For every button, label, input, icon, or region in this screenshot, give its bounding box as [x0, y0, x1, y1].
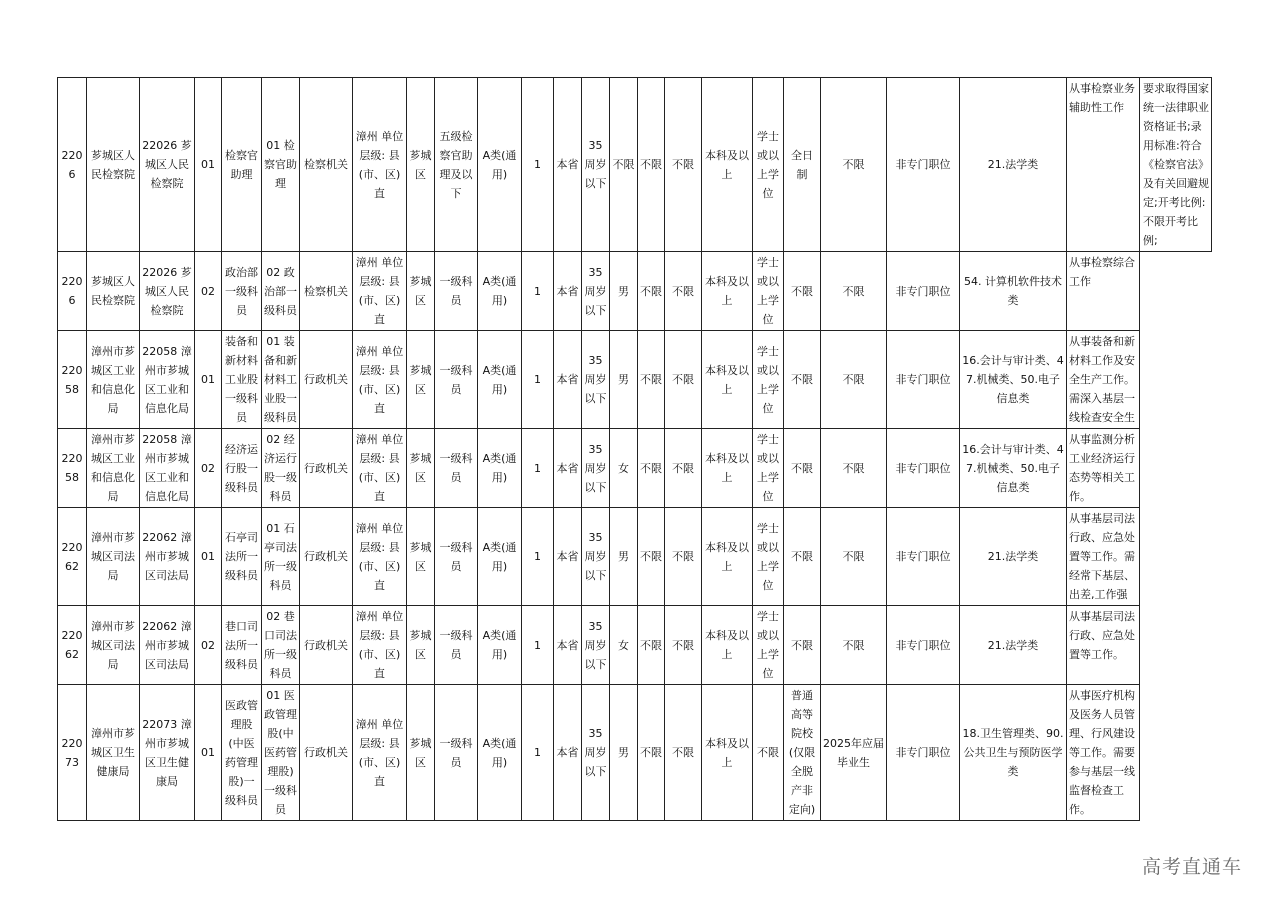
position-code-cell: 2206 [58, 78, 87, 252]
age-cell: 35周岁以下 [582, 606, 610, 685]
position-number-cell: 02 [195, 429, 222, 508]
position-name-cell: 巷口司法所一级科员 [222, 606, 262, 685]
position-name-cell: 装备和新材料工业股一级科员 [222, 331, 262, 429]
unit-level-cell: 漳州 单位层级: 县(市、区)直 [353, 252, 407, 331]
hiring-count-cell: 1 [522, 331, 554, 429]
district-cell: 芗城区 [407, 429, 435, 508]
duty-cell: 从事基层司法行政、应急处置等工作。 [1067, 606, 1140, 685]
study-mode-cell: 不限 [784, 331, 821, 429]
note-cell [1140, 685, 1212, 821]
duty-cell: 从事医疗机构及医务人员管理、行风建设等工作。需要参与基层一线监督检查工作。 [1067, 685, 1140, 821]
origin-cell: 本省 [554, 508, 582, 606]
major-cell: 18.卫生管理类、90.公共卫生与预防医学类 [960, 685, 1067, 821]
study-mode-cell: 普通高等院校(仅限全脱产非定向) [784, 685, 821, 821]
position-code-cell: 22062 [58, 606, 87, 685]
organization-type-cell: 行政机关 [300, 429, 353, 508]
employer-code-cell: 22058 漳州市芗城区工业和信息化局 [140, 429, 195, 508]
employer-cell: 漳州市芗城区司法局 [87, 508, 140, 606]
major-cell: 21.法学类 [960, 606, 1067, 685]
major-cell: 54. 计算机软件技术类 [960, 252, 1067, 331]
position-name-cell: 石亭司法所一级科员 [222, 508, 262, 606]
district-cell: 芗城区 [407, 331, 435, 429]
position-number-cell: 01 [195, 508, 222, 606]
condition-cell-2: 不限 [665, 252, 702, 331]
degree-cell: 学士或以上学位 [753, 331, 784, 429]
exam-category-cell: A类(通用) [478, 78, 522, 252]
employer-cell: 漳州市芗城区工业和信息化局 [87, 429, 140, 508]
unit-level-cell: 漳州 单位层级: 县(市、区)直 [353, 78, 407, 252]
degree-cell: 学士或以上学位 [753, 78, 784, 252]
watermark-text: 高考直通车 [1142, 856, 1243, 878]
study-mode-cell: 不限 [784, 606, 821, 685]
rank-cell: 一级科员 [435, 331, 478, 429]
age-cell: 35周岁以下 [582, 78, 610, 252]
hiring-count-cell: 1 [522, 508, 554, 606]
other-requirement-cell: 不限 [821, 606, 887, 685]
major-cell: 21.法学类 [960, 508, 1067, 606]
degree-cell: 学士或以上学位 [753, 508, 784, 606]
degree-cell: 学士或以上学位 [753, 429, 784, 508]
other-requirement-cell: 不限 [821, 429, 887, 508]
position-code-name-cell: 02 巷口司法所一级科员 [262, 606, 300, 685]
exam-category-cell: A类(通用) [478, 429, 522, 508]
district-cell: 芗城区 [407, 685, 435, 821]
origin-cell: 本省 [554, 78, 582, 252]
special-position-cell: 非专门职位 [887, 429, 960, 508]
education-cell: 本科及以上 [702, 606, 753, 685]
employer-code-cell: 22062 漳州市芗城区司法局 [140, 508, 195, 606]
organization-type-cell: 行政机关 [300, 606, 353, 685]
study-mode-cell: 不限 [784, 429, 821, 508]
position-name-cell: 检察官助理 [222, 78, 262, 252]
organization-type-cell: 检察机关 [300, 252, 353, 331]
education-cell: 本科及以上 [702, 685, 753, 821]
major-cell: 16.会计与审计类、47.机械类、50.电子信息类 [960, 331, 1067, 429]
employer-cell: 芗城区人民检察院 [87, 252, 140, 331]
position-code-cell: 22062 [58, 508, 87, 606]
district-cell: 芗城区 [407, 78, 435, 252]
exam-category-cell: A类(通用) [478, 508, 522, 606]
age-cell: 35周岁以下 [582, 685, 610, 821]
rank-cell: 一级科员 [435, 685, 478, 821]
table-row [58, 252, 1212, 331]
other-requirement-cell: 不限 [821, 78, 887, 252]
duty-cell: 从事基层司法行政、应急处置等工作。需经常下基层、出差,工作强 [1067, 508, 1140, 606]
condition-cell-1: 不限 [638, 252, 665, 331]
condition-cell-2: 不限 [665, 606, 702, 685]
position-code-name-cell: 01 医政管理股(中医药管理股)一级科员 [262, 685, 300, 821]
condition-cell-2: 不限 [665, 78, 702, 252]
position-code-cell: 22058 [58, 331, 87, 429]
rank-cell: 一级科员 [435, 508, 478, 606]
table-row [58, 331, 1212, 429]
condition-cell-2: 不限 [665, 508, 702, 606]
rank-cell: 五级检察官助理及以下 [435, 78, 478, 252]
position-code-name-cell: 01 装备和新材料工业股一级科员 [262, 331, 300, 429]
gender-cell: 不限 [610, 78, 638, 252]
employer-cell: 漳州市芗城区工业和信息化局 [87, 331, 140, 429]
origin-cell: 本省 [554, 606, 582, 685]
condition-cell-2: 不限 [665, 429, 702, 508]
education-cell: 本科及以上 [702, 331, 753, 429]
special-position-cell: 非专门职位 [887, 508, 960, 606]
education-cell: 本科及以上 [702, 429, 753, 508]
position-number-cell: 01 [195, 331, 222, 429]
position-name-cell: 医政管理股(中医药管理股)一级科员 [222, 685, 262, 821]
hiring-count-cell: 1 [522, 685, 554, 821]
gender-cell: 女 [610, 606, 638, 685]
gender-cell: 男 [610, 685, 638, 821]
unit-level-cell: 漳州 单位层级: 县(市、区)直 [353, 331, 407, 429]
hiring-count-cell: 1 [522, 429, 554, 508]
district-cell: 芗城区 [407, 508, 435, 606]
position-code-cell: 22058 [58, 429, 87, 508]
position-code-name-cell: 02 政治部一级科员 [262, 252, 300, 331]
organization-type-cell: 检察机关 [300, 78, 353, 252]
rank-cell: 一级科员 [435, 252, 478, 331]
origin-cell: 本省 [554, 685, 582, 821]
position-name-cell: 经济运行股一级科员 [222, 429, 262, 508]
study-mode-cell: 全日制 [784, 78, 821, 252]
organization-type-cell: 行政机关 [300, 331, 353, 429]
unit-level-cell: 漳州 单位层级: 县(市、区)直 [353, 685, 407, 821]
position-code-cell: 2206 [58, 252, 87, 331]
degree-cell: 不限 [753, 685, 784, 821]
study-mode-cell: 不限 [784, 252, 821, 331]
other-requirement-cell: 不限 [821, 508, 887, 606]
position-number-cell: 02 [195, 252, 222, 331]
condition-cell-2: 不限 [665, 331, 702, 429]
recruitment-table [57, 77, 1212, 821]
hiring-count-cell: 1 [522, 606, 554, 685]
hiring-count-cell: 1 [522, 252, 554, 331]
unit-level-cell: 漳州 单位层级: 县(市、区)直 [353, 508, 407, 606]
employer-cell: 漳州市芗城区司法局 [87, 606, 140, 685]
condition-cell-1: 不限 [638, 429, 665, 508]
organization-type-cell: 行政机关 [300, 685, 353, 821]
other-requirement-cell: 不限 [821, 331, 887, 429]
note-cell [1140, 252, 1212, 331]
position-code-name-cell: 02 经济运行股一级科员 [262, 429, 300, 508]
study-mode-cell: 不限 [784, 508, 821, 606]
special-position-cell: 非专门职位 [887, 331, 960, 429]
unit-level-cell: 漳州 单位层级: 县(市、区)直 [353, 429, 407, 508]
table-row [58, 606, 1212, 685]
rank-cell: 一级科员 [435, 606, 478, 685]
degree-cell: 学士或以上学位 [753, 252, 784, 331]
major-cell: 21.法学类 [960, 78, 1067, 252]
employer-code-cell: 22058 漳州市芗城区工业和信息化局 [140, 331, 195, 429]
rank-cell: 一级科员 [435, 429, 478, 508]
note-cell [1140, 606, 1212, 685]
education-cell: 本科及以上 [702, 508, 753, 606]
hiring-count-cell: 1 [522, 78, 554, 252]
duty-cell: 从事检察业务辅助性工作 [1067, 78, 1140, 252]
exam-category-cell: A类(通用) [478, 331, 522, 429]
education-cell: 本科及以上 [702, 78, 753, 252]
note-cell: 要求取得国家统一法律职业资格证书;录用标准:符合《检察官法》及有关回避规定;开考比例:不限开考比例; [1140, 78, 1212, 252]
education-cell: 本科及以上 [702, 252, 753, 331]
employer-cell: 芗城区人民检察院 [87, 78, 140, 252]
employer-code-cell: 22073 漳州市芗城区卫生健康局 [140, 685, 195, 821]
duty-cell: 从事监测分析工业经济运行态势等相关工作。 [1067, 429, 1140, 508]
exam-category-cell: A类(通用) [478, 252, 522, 331]
exam-category-cell: A类(通用) [478, 685, 522, 821]
condition-cell-1: 不限 [638, 508, 665, 606]
duty-cell: 从事装备和新材料工作及安全生产工作。需深入基层一线检查安全生 [1067, 331, 1140, 429]
other-requirement-cell: 2025年应届毕业生 [821, 685, 887, 821]
employer-code-cell: 22026 芗城区人民检察院 [140, 78, 195, 252]
district-cell: 芗城区 [407, 252, 435, 331]
employer-cell: 漳州市芗城区卫生健康局 [87, 685, 140, 821]
table-row [58, 685, 1212, 821]
age-cell: 35周岁以下 [582, 331, 610, 429]
condition-cell-1: 不限 [638, 78, 665, 252]
gender-cell: 女 [610, 429, 638, 508]
position-number-cell: 02 [195, 606, 222, 685]
employer-code-cell: 22026 芗城区人民检察院 [140, 252, 195, 331]
special-position-cell: 非专门职位 [887, 78, 960, 252]
age-cell: 35周岁以下 [582, 508, 610, 606]
table-row [58, 429, 1212, 508]
condition-cell-1: 不限 [638, 331, 665, 429]
exam-category-cell: A类(通用) [478, 606, 522, 685]
position-name-cell: 政治部一级科员 [222, 252, 262, 331]
district-cell: 芗城区 [407, 606, 435, 685]
note-cell [1140, 331, 1212, 429]
origin-cell: 本省 [554, 331, 582, 429]
special-position-cell: 非专门职位 [887, 685, 960, 821]
position-number-cell: 01 [195, 78, 222, 252]
organization-type-cell: 行政机关 [300, 508, 353, 606]
gender-cell: 男 [610, 331, 638, 429]
special-position-cell: 非专门职位 [887, 252, 960, 331]
table-row [58, 508, 1212, 606]
unit-level-cell: 漳州 单位层级: 县(市、区)直 [353, 606, 407, 685]
other-requirement-cell: 不限 [821, 252, 887, 331]
position-code-name-cell: 01 石亭司法所一级科员 [262, 508, 300, 606]
gender-cell: 男 [610, 508, 638, 606]
position-code-name-cell: 01 检察官助理 [262, 78, 300, 252]
condition-cell-1: 不限 [638, 685, 665, 821]
position-code-cell: 22073 [58, 685, 87, 821]
degree-cell: 学士或以上学位 [753, 606, 784, 685]
duty-cell: 从事检察综合工作 [1067, 252, 1140, 331]
major-cell: 16.会计与审计类、47.机械类、50.电子信息类 [960, 429, 1067, 508]
origin-cell: 本省 [554, 429, 582, 508]
condition-cell-1: 不限 [638, 606, 665, 685]
employer-code-cell: 22062 漳州市芗城区司法局 [140, 606, 195, 685]
table-row [58, 78, 1212, 252]
gender-cell: 男 [610, 252, 638, 331]
age-cell: 35周岁以下 [582, 429, 610, 508]
note-cell [1140, 508, 1212, 606]
note-cell [1140, 429, 1212, 508]
position-number-cell: 01 [195, 685, 222, 821]
age-cell: 35周岁以下 [582, 252, 610, 331]
special-position-cell: 非专门职位 [887, 606, 960, 685]
origin-cell: 本省 [554, 252, 582, 331]
condition-cell-2: 不限 [665, 685, 702, 821]
